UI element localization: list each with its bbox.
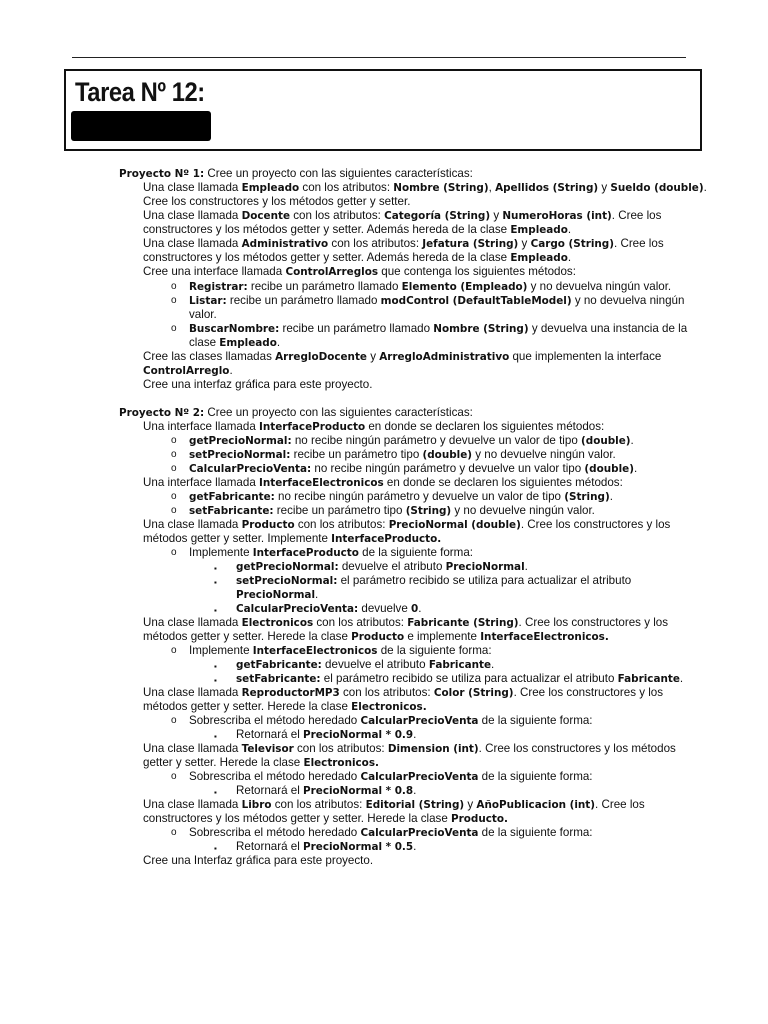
bold-term: (String) xyxy=(564,491,610,503)
text-line xyxy=(189,826,593,841)
text-run: recibe un parámetro llamado xyxy=(247,280,402,293)
bold-term: InterfaceProducto xyxy=(259,421,366,433)
text-run: Retornará el xyxy=(236,840,304,853)
square-bullet-icon: ▪ xyxy=(214,564,217,573)
text-line xyxy=(236,602,421,617)
text-run: clase xyxy=(189,336,220,349)
text-run: y no devuelve ningún valor. xyxy=(472,448,616,461)
text-line xyxy=(236,840,416,855)
circle-bullet-icon: o xyxy=(171,281,177,292)
text-run: . xyxy=(418,602,422,615)
text-run: Cree los constructores y los métodos getter y setter. xyxy=(143,195,411,208)
text-run: Una clase llamada xyxy=(143,686,242,699)
text-run: recibe un parámetro tipo xyxy=(273,504,406,517)
bold-term: CalcularPrecioVenta xyxy=(360,771,479,783)
text-run: Una interface llamada xyxy=(143,420,259,433)
bold-term: Producto. xyxy=(451,813,508,825)
bold-term: InterfaceProducto. xyxy=(331,533,442,545)
text-run: con los atributos: xyxy=(293,742,388,755)
bold-term: Libro xyxy=(241,799,272,811)
text-run: . Cree los xyxy=(595,798,645,811)
text-line xyxy=(143,476,623,491)
text-line xyxy=(236,560,528,575)
bold-term: getPrecioNormal: xyxy=(236,561,339,573)
text-run: . xyxy=(679,672,684,685)
text-run: no recibe ningún parámetro y devuelve un valor tipo xyxy=(311,462,585,475)
bold-term: getFabricante: xyxy=(189,491,275,503)
text-run: métodos getter y setter. Herede la clase xyxy=(143,700,352,713)
bold-term: (String) xyxy=(405,505,452,517)
text-run: Retornará el xyxy=(236,784,304,797)
text-run: recibe un parámetro llamado xyxy=(226,294,381,307)
circle-bullet-icon: o xyxy=(171,827,177,838)
bold-term: (double) xyxy=(584,463,634,475)
bold-term: Editorial (String) xyxy=(365,799,465,811)
bold-term: Color (String) xyxy=(433,687,514,699)
text-line xyxy=(143,630,609,645)
bold-term: PrecioNormal * 0.9 xyxy=(303,729,414,741)
circle-bullet-icon: o xyxy=(171,505,177,516)
text-run: Cree las clases llamadas xyxy=(143,350,276,363)
text-line xyxy=(143,798,645,813)
text-run: . xyxy=(413,784,417,797)
bold-term: ReproductorMP3 xyxy=(241,687,340,699)
text-run: constructores y los métodos getter y setter. Además hereda de la clase xyxy=(143,223,511,236)
square-bullet-icon: ▪ xyxy=(214,676,217,685)
page-title: Tarea Nº 12: xyxy=(75,77,205,107)
bold-term: Registrar: xyxy=(189,281,248,293)
text-run: Una clase llamada xyxy=(143,742,242,755)
text-line xyxy=(189,546,473,561)
bold-term: setFabricante: xyxy=(236,673,321,685)
text-run: Implemente xyxy=(189,546,253,559)
text-run: Sobrescriba el método heredado xyxy=(189,714,361,727)
bold-term: Electronicos xyxy=(241,617,314,629)
text-run: Cree una Interfaz gráfica para este proyecto. xyxy=(143,854,374,867)
text-run: Una clase llamada xyxy=(143,518,242,531)
text-run: Cree un proyecto con las siguientes características: xyxy=(204,406,473,419)
text-line xyxy=(143,686,663,701)
text-run: . Cree los xyxy=(614,237,664,250)
text-run: que implementen la interface xyxy=(509,350,662,363)
text-line xyxy=(143,700,427,715)
text-run: constructores y los métodos getter y setter. Además hereda de la clase xyxy=(143,251,511,264)
text-run: en donde se declaren los siguientes métodos: xyxy=(383,476,623,489)
square-bullet-icon: ▪ xyxy=(214,844,217,853)
bold-term: ArregloAdministrativo xyxy=(379,351,510,363)
bold-term: PrecioNormal xyxy=(236,589,316,601)
text-run: Implemente xyxy=(189,644,253,657)
text-run: con los atributos: xyxy=(294,518,389,531)
text-run: . xyxy=(609,490,613,503)
text-run: Una clase llamada xyxy=(143,209,242,222)
bold-term: Empleado xyxy=(219,337,277,349)
text-run: . xyxy=(413,840,417,853)
bold-term: CalcularPrecioVenta: xyxy=(236,603,359,615)
text-run: de la siguiente forma: xyxy=(377,644,492,657)
circle-bullet-icon: o xyxy=(171,771,177,782)
bold-term: Televisor xyxy=(241,743,294,755)
text-run: y no devuelva ningún valor. xyxy=(527,280,672,293)
bold-term: PrecioNormal xyxy=(445,561,525,573)
bold-term: PrecioNormal * 0.8 xyxy=(303,785,414,797)
text-run: Cree un proyecto con las siguientes características: xyxy=(204,167,473,180)
bold-term: AñoPublicacion (int) xyxy=(476,799,596,811)
bold-term: (double) xyxy=(581,435,631,447)
text-run: Retornará el xyxy=(236,728,304,741)
text-line xyxy=(236,728,416,743)
bold-term: Producto xyxy=(351,631,405,643)
text-line xyxy=(236,588,318,603)
bold-term: Dimension (int) xyxy=(387,743,479,755)
text-run: Sobrescriba el método heredado xyxy=(189,770,361,783)
square-bullet-icon: ▪ xyxy=(214,662,217,671)
bold-term: CalcularPrecioVenta xyxy=(360,827,479,839)
bold-term: Listar: xyxy=(189,295,227,307)
text-line xyxy=(143,378,372,392)
text-run: Una clase llamada xyxy=(143,798,242,811)
bold-term: Proyecto Nº 1: xyxy=(119,168,205,180)
text-run: métodos getter y setter. Implemente xyxy=(143,532,332,545)
text-line xyxy=(143,532,441,547)
text-run: con los atributos: xyxy=(271,798,366,811)
text-run: el parámetro recibido se utiliza para actualizar el atributo xyxy=(320,672,618,685)
text-run: con los atributos: xyxy=(328,237,423,250)
text-run: y devuelva una instancia de la xyxy=(528,322,688,335)
text-line xyxy=(189,504,595,519)
text-line xyxy=(143,181,707,196)
text-line xyxy=(143,364,233,379)
bold-term: CalcularPrecioVenta xyxy=(360,715,479,727)
text-run: con los atributos: xyxy=(290,209,385,222)
circle-bullet-icon: o xyxy=(171,323,177,334)
redaction-bar xyxy=(71,111,211,141)
bold-term: Fabricante (String) xyxy=(407,617,519,629)
bold-term: Empleado xyxy=(510,224,568,236)
circle-bullet-icon: o xyxy=(171,645,177,656)
circle-bullet-icon: o xyxy=(171,295,177,306)
text-run: . xyxy=(524,560,528,573)
text-run: el parámetro recibido se utiliza para actualizar el atributo xyxy=(337,574,632,587)
text-line xyxy=(236,658,494,673)
text-line xyxy=(189,770,593,785)
text-run: . xyxy=(703,181,707,194)
text-line xyxy=(189,462,637,477)
bold-term: Proyecto Nº 2: xyxy=(119,407,205,419)
bold-term: (double) xyxy=(422,449,473,461)
text-run: . xyxy=(630,434,634,447)
bold-term: NumeroHoras (int) xyxy=(502,210,612,222)
text-run: , xyxy=(488,181,496,194)
text-run: . Cree los constructores y los xyxy=(518,616,669,629)
bold-term: PrecioNormal (double) xyxy=(388,519,521,531)
text-run: Una clase llamada xyxy=(143,616,242,629)
text-run: . xyxy=(633,462,638,475)
text-run: Cree una interface llamada xyxy=(143,265,286,278)
top-rule xyxy=(72,57,686,58)
text-line xyxy=(236,672,683,687)
bold-term: ControlArreglo xyxy=(143,365,230,377)
text-run: getter y setter. Herede la clase xyxy=(143,756,304,769)
text-run: en donde se declaren los siguientes métodos: xyxy=(365,420,605,433)
bold-term: PrecioNormal * 0.5 xyxy=(303,841,414,853)
text-run: y xyxy=(598,181,611,194)
text-line xyxy=(189,322,687,337)
text-run: . xyxy=(276,336,281,349)
text-line xyxy=(143,812,508,827)
text-line xyxy=(143,265,576,280)
text-run: devuelve xyxy=(358,602,412,615)
text-line xyxy=(119,406,473,421)
text-run: Cree una interfaz gráfica para este proyecto. xyxy=(143,378,373,391)
text-run: e implemente xyxy=(404,630,481,643)
bold-term: Electronicos. xyxy=(303,757,379,769)
text-run: constructores y los métodos getter y setter. Herede la clase xyxy=(143,812,452,825)
text-line xyxy=(143,756,379,771)
text-run: Sobrescriba el método heredado xyxy=(189,826,361,839)
text-run: devuelve el atributo xyxy=(321,658,429,671)
bold-term: InterfaceElectronicos. xyxy=(480,631,609,643)
text-run: con los atributos: xyxy=(299,181,394,194)
text-line xyxy=(189,336,280,351)
text-line xyxy=(189,294,684,309)
bold-term: getFabricante: xyxy=(236,659,322,671)
text-run: y xyxy=(464,798,477,811)
bold-term: setPrecioNormal: xyxy=(236,575,338,587)
square-bullet-icon: ▪ xyxy=(214,788,217,797)
bold-term: ControlArreglos xyxy=(285,266,379,278)
bold-term: 0 xyxy=(411,603,419,615)
text-run: Una interface llamada xyxy=(143,476,259,489)
text-run: . Cree los constructores y los xyxy=(520,518,671,531)
text-line xyxy=(143,854,373,868)
text-run: y xyxy=(366,350,380,363)
bold-term: Cargo (String) xyxy=(530,238,614,250)
bold-term: Docente xyxy=(241,210,290,222)
bold-term: getPrecioNormal: xyxy=(189,435,292,447)
bold-term: Jefatura (String) xyxy=(422,238,519,250)
bold-term: CalcularPrecioVenta: xyxy=(189,463,312,475)
text-run: y no devuelva ningún xyxy=(571,294,685,307)
text-line xyxy=(143,237,664,252)
text-run: recibe un parámetro llamado xyxy=(279,322,434,335)
bold-term: Fabricante xyxy=(428,659,492,671)
text-line xyxy=(143,742,676,757)
bold-term: InterfaceElectronicos xyxy=(259,477,384,489)
text-line xyxy=(143,223,571,238)
bold-term: Electronicos. xyxy=(351,701,427,713)
circle-bullet-icon: o xyxy=(171,463,177,474)
bold-term: ArregloDocente xyxy=(275,351,367,363)
text-line xyxy=(189,644,492,659)
text-run: . xyxy=(567,223,572,236)
text-run: . xyxy=(413,728,417,741)
bold-term: InterfaceElectronicos xyxy=(252,645,378,657)
circle-bullet-icon: o xyxy=(171,491,177,502)
text-line xyxy=(119,167,473,182)
circle-bullet-icon: o xyxy=(171,547,177,558)
circle-bullet-icon: o xyxy=(171,435,177,446)
text-line xyxy=(143,420,604,435)
text-run: . xyxy=(229,364,233,377)
bold-term: Fabricante xyxy=(617,673,680,685)
text-run: . xyxy=(491,658,495,671)
text-run: de la siguiente forma: xyxy=(478,770,593,783)
text-line xyxy=(189,280,671,295)
text-line xyxy=(143,195,410,209)
bold-term: Sueldo (double) xyxy=(610,182,704,194)
text-line xyxy=(189,490,613,505)
text-line xyxy=(189,714,593,729)
text-line xyxy=(143,251,571,266)
text-run: métodos getter y setter. Herede la clase xyxy=(143,630,352,643)
bold-term: Empleado xyxy=(510,252,568,264)
bold-term: Categoría (String) xyxy=(384,210,491,222)
header-box xyxy=(64,69,702,151)
bold-term: Producto xyxy=(241,519,295,531)
text-line xyxy=(236,574,631,589)
bold-term: setFabricante: xyxy=(189,505,274,517)
bold-term: Apellidos (String) xyxy=(495,182,599,194)
text-line xyxy=(143,616,668,631)
text-run: . xyxy=(315,588,319,601)
text-run: con los atributos: xyxy=(313,616,408,629)
text-run: y xyxy=(518,237,531,250)
text-line xyxy=(189,308,217,322)
bold-term: Nombre (String) xyxy=(393,182,489,194)
text-line xyxy=(189,434,634,449)
bold-term: setPrecioNormal: xyxy=(189,449,291,461)
text-line xyxy=(143,209,661,224)
bold-term: Elemento (Empleado) xyxy=(401,281,528,293)
bold-term: BuscarNombre: xyxy=(189,323,280,335)
bold-term: modControl (DefaultTableModel) xyxy=(380,295,572,307)
text-run: . Cree los constructores y los xyxy=(513,686,664,699)
text-run: Una clase llamada xyxy=(143,237,242,250)
text-line xyxy=(189,448,616,463)
bold-term: Nombre (String) xyxy=(433,323,529,335)
square-bullet-icon: ▪ xyxy=(214,578,217,587)
text-run: de la siguiente forma: xyxy=(478,714,593,727)
square-bullet-icon: ▪ xyxy=(214,606,217,615)
square-bullet-icon: ▪ xyxy=(214,732,217,741)
text-run: . Cree los xyxy=(611,209,662,222)
bold-term: InterfaceProducto xyxy=(252,547,359,559)
text-run: Una clase llamada xyxy=(143,181,242,194)
text-run: valor. xyxy=(189,308,217,321)
circle-bullet-icon: o xyxy=(171,449,177,460)
text-run: . Cree los constructores y los métodos xyxy=(478,742,676,755)
text-run: recibe un parámetro tipo xyxy=(290,448,423,461)
text-run: no recibe ningún parámetro y devuelve un valor de tipo xyxy=(274,490,565,503)
text-run: de la siguiente forma: xyxy=(478,826,593,839)
bold-term: Empleado xyxy=(241,182,300,194)
text-run: y xyxy=(490,209,503,222)
text-run: no recibe ningún parámetro y devuelve un valor de tipo xyxy=(291,434,582,447)
text-run: que contenga los siguientes métodos: xyxy=(378,265,576,278)
circle-bullet-icon: o xyxy=(171,715,177,726)
text-run: de la siguiente forma: xyxy=(358,546,473,559)
bold-term: Administrativo xyxy=(241,238,329,250)
text-line xyxy=(143,350,661,365)
text-run: y no devuelve ningún valor. xyxy=(451,504,595,517)
text-line xyxy=(236,784,416,799)
text-run: con los atributos: xyxy=(339,686,434,699)
text-run: . xyxy=(567,251,572,264)
text-line xyxy=(143,518,670,533)
text-run: devuelve el atributo xyxy=(338,560,446,573)
